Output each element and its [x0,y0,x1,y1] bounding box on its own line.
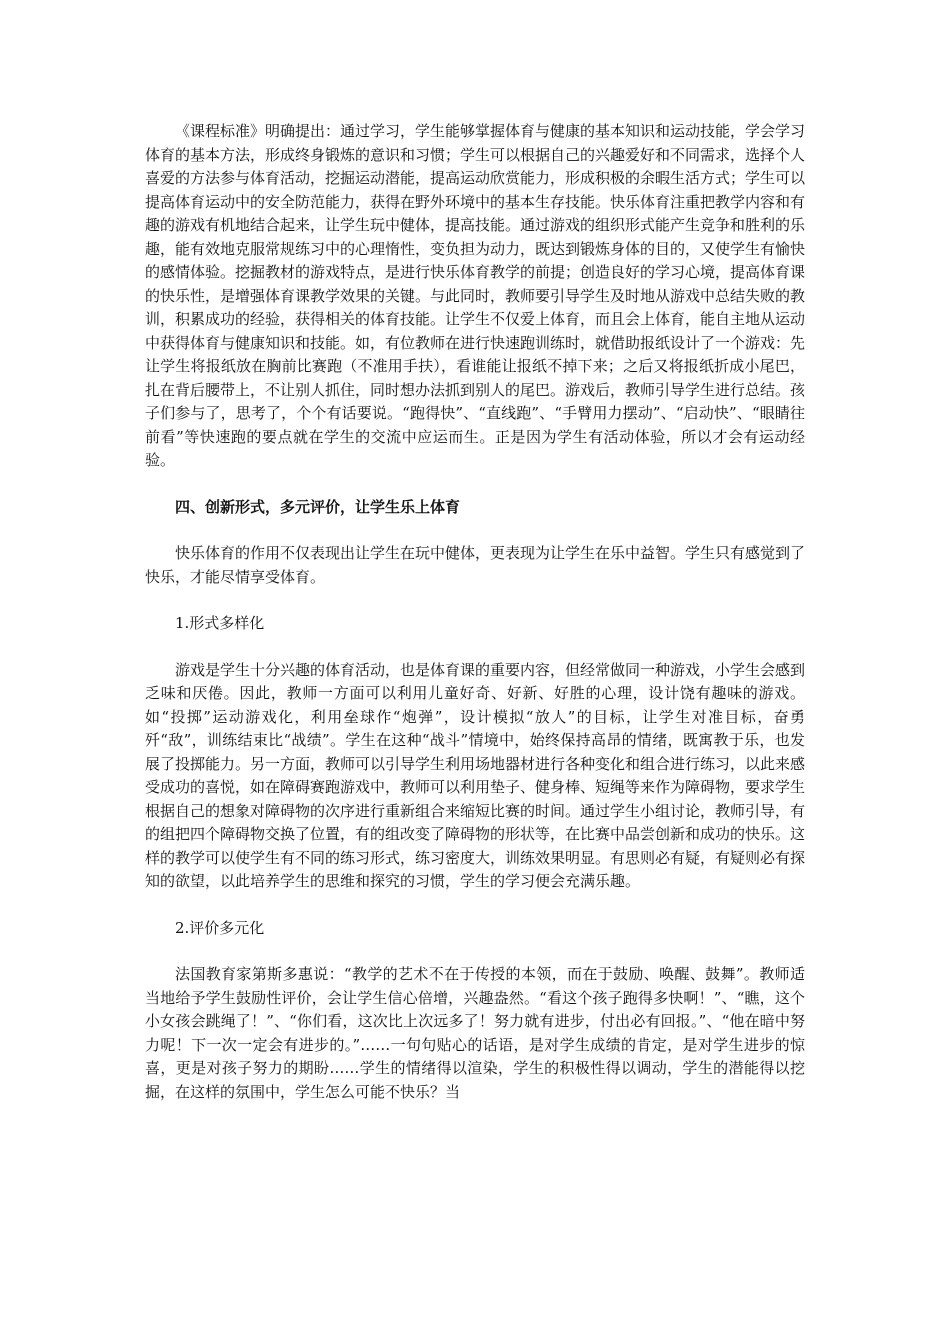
document-body [145,120,805,1104]
paragraph-gap [145,894,805,917]
paragraph-gap [145,589,805,612]
paragraph-gap [145,519,805,542]
paragraph-evaluation: 法国教育家第斯多惠说：“教学的艺术不在于传授的本领，而在于鼓励、唤醒、鼓舞”。教师适当地给予学生鼓励性评价，会让学生信心倍增，兴趣盎然。“看这个孩子跑得多快啊！”、“瞧，这个小女孩会跳绳了！”、“你们看，这次比上次远多了！努力就有进步，付出必有回报。”、“他在暗中努力呢！下一次一定会有进步的。”……一句句贴心的话语，是对学生成绩的肯定，是对学生进步的惊喜，更是对孩子努力的期盼……学生的情绪得以渲染，学生的积极性得以调动，学生的潜能得以挖掘，在这样的氛围中，学生怎么可能不快乐？当 [145,965,805,1101]
subheading-1: 1.形式多样化 [175,614,265,632]
paragraph-games: 游戏是学生十分兴趣的体育活动，也是体育课的重要内容，但经常做同一种游戏，小学生会感到乏味和厌倦。因此，教师一方面可以利用儿童好奇、好新、好胜的心理，设计饶有趣味的游戏。如“投掷”运动游戏化，利用垒球作“炮弹”，设计模拟“放人”的目标，让学生对准目标，奋勇歼“敌”，训练结束比“战绩”。学生在这种“战斗”情境中，始终保持高昂的情绪，既寓教于乐，也发展了投掷能力。另一方面，教师可以引导学生利用场地器材进行各种变化和组合进行练习，以此来感受成功的喜悦，如在障碍赛跑游戏中，教师可以利用垫子、健身棒、短绳等来作为障碍物，要求学生根据自己的想象对障碍物的次序进行重新组合来缩短比赛的时间。通过学生小组讨论，教师引导，有的组把四个障碍物交换了位置，有的组改变了障碍物的形状等，在比赛中品尝创新和成功的快乐。这样的教学可以使学生有不同的练习形式，练习密度大，训练效果明显。有思则必有疑，有疑则必有探知的欲望，以此培养学生的思维和探究的习惯，学生的学习便会充满乐趣。 [145,660,806,890]
paragraph-gap [145,636,805,659]
paragraph-gap [145,940,805,963]
paragraph-happy-pe: 快乐体育的作用不仅表现出让学生在玩中健体，更表现为让学生在乐中益智。学生只有感觉到了快乐，才能尽情享受体育。 [145,544,806,586]
section-heading-4: 四、创新形式，多元评价，让学生乐上体育 [175,497,461,516]
paragraph-gap [145,473,805,496]
subheading-2: 2.评价多元化 [175,918,265,937]
paragraph-curriculum-standard: 《课程标准》明确提出：通过学习，学生能够掌握体育与健康的基本知识和运动技能，学会学习体育的基本方法，形成终身锻炼的意识和习惯；学生可以根据自己的兴趣爱好和不同需求，选择个人喜爱的方法参与体育活动，挖掘运动潜能，提高运动欣赏能力，形成积极的余暇生活方式；学生可以提高体育运动中的安全防范能力，获得在野外环境中的基本生存技能。快乐体育注重把教学内容和有趣的游戏有机地结合起来，让学生玩中健体，提高技能。通过游戏的组织形式能产生竞争和胜利的乐趣，能有效地克服常规练习中的心理惰性，变负担为动力，既达到锻炼身体的目的，又使学生有愉快的感情体验。挖掘教材的游戏特点，是进行快乐体育教学的前提；创造良好的学习心境，提高体育课的快乐性，是增强体育课教学效果的关键。与此同时，教师要引导学生及时地从游戏中总结失败的教训，积累成功的经验，获得相关的体育技能。让学生不仅爱上体育，而且会上体育，能自主地从运动中获得体育与健康知识和技能。如，有位教师在进行快速跑训练时，就借助报纸设计了一个游戏：先让学生将报纸放在胸前比赛跑（不准用手扶），看谁能让报纸不掉下来；之后又将报纸折成小尾巴，扎在背后腰带上，不让别人抓住，同时想办法抓到别人的尾巴。游戏后，教师引导学生进行总结。孩子们参与了，思考了，个个有话要说。“跑得快”、“直线跑”、“手臂用力摆动”、“启动快”、“眼睛往前看”等快速跑的要点就在学生的交流中应运而生。正是因为学生有活动体验，所以才会有运动经验。 [145,122,806,469]
